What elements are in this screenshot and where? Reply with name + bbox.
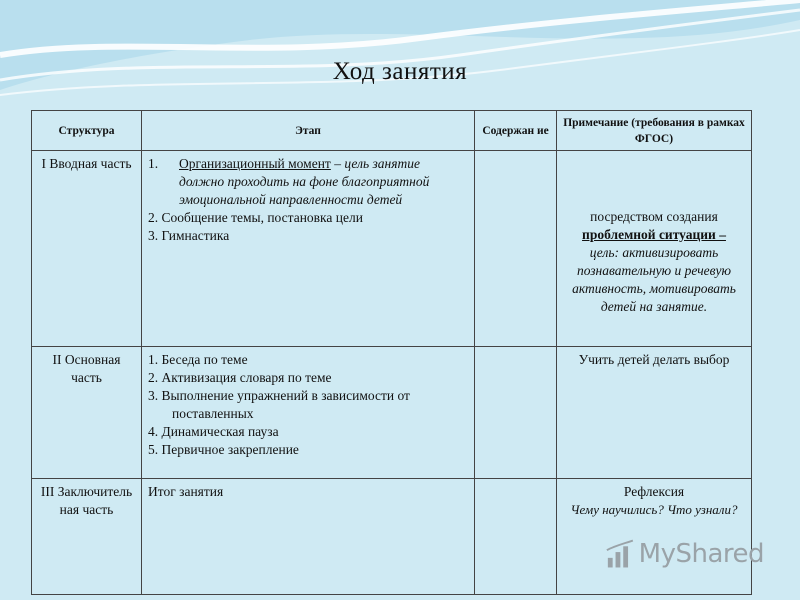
problem-situation-label: проблемной ситуации – <box>582 226 726 242</box>
table-header-row <box>32 111 752 151</box>
row3-content <box>475 479 557 595</box>
header-structure: Структура <box>32 111 142 151</box>
row3-note: Рефлексия Чему научились? Что узнали? <box>557 479 752 595</box>
watermark-text: MyShared <box>638 539 764 569</box>
row2-content <box>475 347 557 479</box>
row1-stage-item1: 1. Организационный момент – цель занятие должно проходить на фоне благоприятной эмоциональной направленности детей <box>148 156 430 207</box>
row1-content <box>475 151 557 347</box>
slide-title: Ход занятия <box>332 58 468 85</box>
row1-note: посредством создания проблемной ситуации – цель: активизировать познавательную и речевую активность, мотивировать детей на занятие. <box>557 151 752 347</box>
row2-note: Учить детей делать выбор <box>557 347 752 479</box>
row1-stage <box>142 151 475 347</box>
row2-stage-item5: 5. Первичное закрепление <box>148 442 299 457</box>
organizational-moment-goal: цель занятие должно проходить на фоне благоприятной эмоциональной направленности детей <box>179 156 430 207</box>
row3-structure: III Заключитель ная часть <box>32 479 142 595</box>
row1-stage-item3: 3. Гимнастика <box>148 228 230 243</box>
watermark-logo <box>604 534 764 574</box>
lesson-plan-table <box>31 110 752 595</box>
decorative-waves <box>0 0 800 110</box>
row2-stage-item4: 4. Динамическая пауза <box>148 424 279 439</box>
row1-structure: I Вводная часть <box>32 151 142 347</box>
table-row <box>32 347 752 479</box>
watermark-icon <box>604 536 639 572</box>
table-row <box>32 151 752 347</box>
row2-structure: II Основная часть <box>32 347 142 479</box>
row2-stage <box>142 347 475 479</box>
row2-stage-item2: 2. Активизация словаря по теме <box>148 370 332 385</box>
row3-stage: Итог занятия <box>142 479 475 595</box>
header-content: Содержан ие <box>475 111 557 151</box>
header-note: Примечание (требования в рамках ФГОС) <box>557 111 752 151</box>
row2-stage-item3: 3. Выполнение упражнений в зависимости от поставленных <box>148 388 410 421</box>
row2-stage-item1: 1. Беседа по теме <box>148 352 248 367</box>
header-stage: Этап <box>142 111 475 151</box>
organizational-moment-label: Организационный момент <box>179 156 331 171</box>
row1-stage-item2: 2. Сообщение темы, постановка цели <box>148 210 363 225</box>
